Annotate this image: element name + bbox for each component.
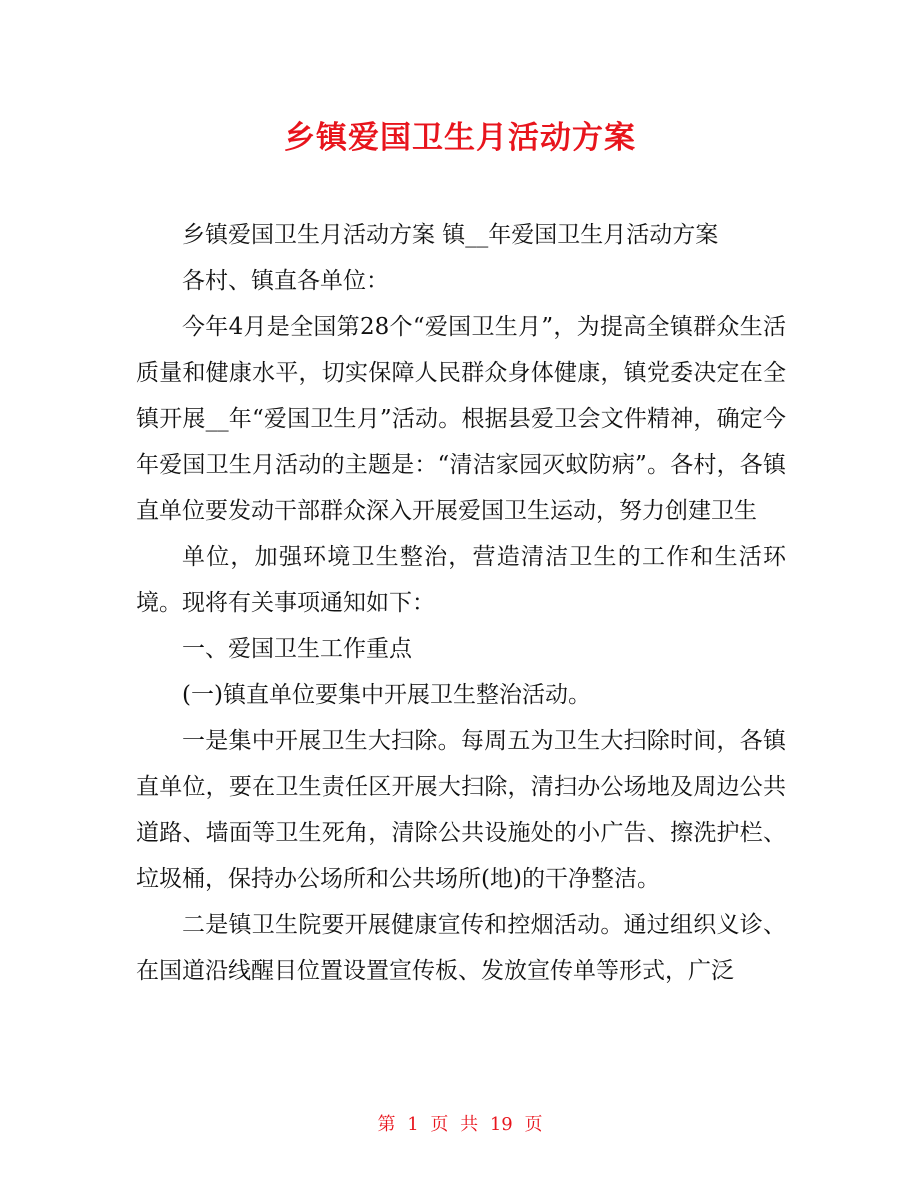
paragraph-item-1: 一是集中开展卫生大扫除。每周五为卫生大扫除时间，各镇直单位，要在卫生责任区开展大扫除，清扫办公场地及周边公共道路、墙面等卫生死角，清除公共设施处的小广告、擦洗护栏、垃圾桶，保持办公场所和公共场所(地)的干净整洁。 — [136, 728, 786, 892]
paragraph-intro: 今年4月是全国第28个“爱国卫生月”，为提高全镇群众生活质量和健康水平，切实保障人民群众身体健康，镇党委决定在全镇开展__年“爱国卫生月”活动。根据县爱卫会文件精神，确定今年爱国卫生月活动的主题是：“清洁家园灭蚊防病”。各村，各镇直单位要发动干部群众深入开展爱国卫生运动，努力创建卫生 — [136, 314, 786, 524]
page-number-footer: 第 1 页 共 19 页 — [377, 1114, 543, 1135]
paragraph-notice: 单位，加强环境卫生整治，营造清洁卫生的工作和生活环境。现将有关事项通知如下： — [136, 544, 786, 616]
paragraph-item-2: 二是镇卫生院要开展健康宣传和控烟活动。通过组织义诊、在国道沿线醒目位置设置宣传板、发放宣传单等形式，广泛 — [136, 912, 786, 984]
document-title: 乡镇爱国卫生月活动方案 — [284, 120, 636, 156]
subsection-heading: (一)镇直单位要集中开展卫生整治活动。 — [182, 682, 591, 708]
document-body — [136, 212, 786, 994]
paragraph-subtitle: 乡镇爱国卫生月活动方案 镇__年爱国卫生月活动方案 — [182, 222, 719, 248]
paragraph-salutation: 各村、镇直各单位： — [182, 268, 389, 294]
section-heading: 一、爱国卫生工作重点 — [182, 636, 412, 662]
